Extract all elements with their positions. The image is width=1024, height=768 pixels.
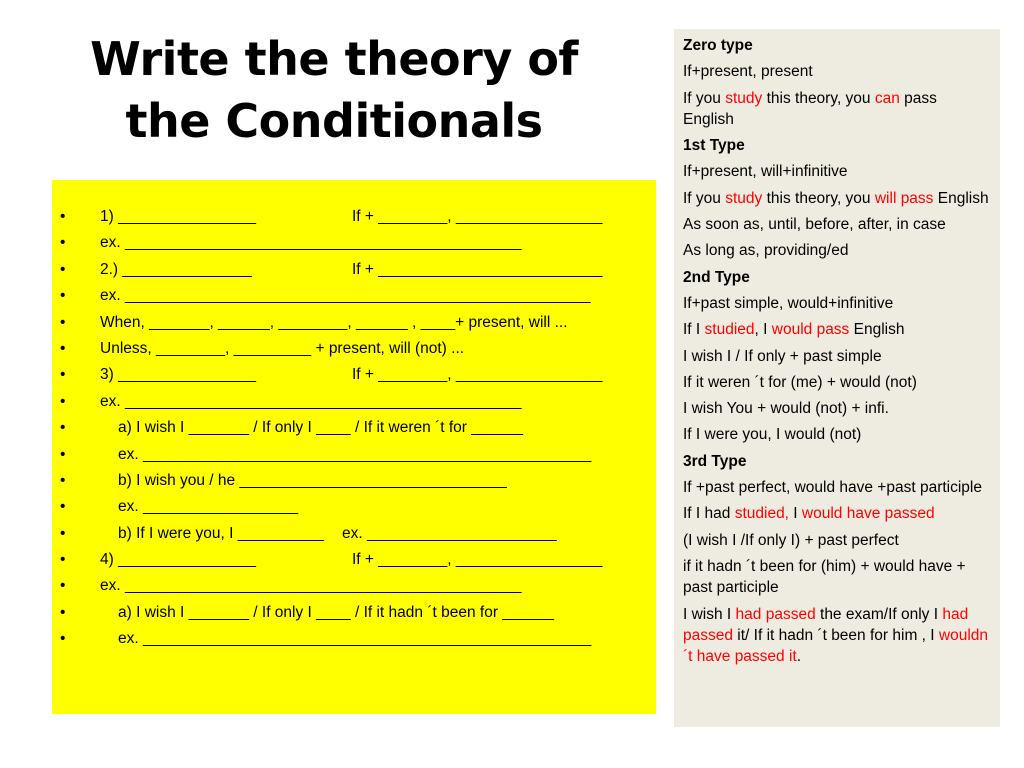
bullet-icon: • [60,445,66,463]
worksheet-item [52,362,656,388]
theory-line [683,214,990,235]
theory-line [683,346,990,367]
highlighted-verb: study [725,89,763,107]
worksheet-item [52,468,656,494]
worksheet-item-text: When, _______, ______, ________, ______ , ____+ present, will ... [100,313,568,331]
worksheet-item-text: b) If I were you, I __________ [118,524,324,542]
theory-heading [683,35,990,56]
theory-text: Zero type [683,37,753,54]
worksheet-item-text: ex. ____________________________________________________ [118,445,592,463]
worksheet-item [52,389,656,415]
worksheet-item [52,310,656,336]
worksheet-item-formula: If + __________________________ [352,260,603,278]
theory-text: this theory, you [762,189,875,207]
worksheet-item-text: ex. ______________________________________________ [100,392,522,410]
theory-heading [683,451,990,472]
highlighted-verb: had passed [683,605,969,644]
title-line-1: Write the theory of [90,32,578,86]
worksheet-item-text: ex. ______________________________________________________ [100,287,591,305]
theory-text: the exam/If only I [815,605,943,623]
theory-text: it/ If it hadn ´t been for him , I [732,626,939,644]
theory-text: English [933,189,989,207]
theory-line [683,424,990,445]
theory-text: English [849,321,905,339]
theory-line [683,556,990,599]
theory-text: If+present, present [683,63,813,81]
theory-text: If I were you, I would (not) [683,426,862,444]
worksheet-item [52,521,656,547]
worksheet-item-text: 3) ________________ [100,366,257,384]
bullet-icon: • [60,392,66,410]
bullet-icon: • [60,498,66,516]
worksheet-item [52,600,656,626]
highlighted-verb: had passed [735,605,816,623]
title-line-2: the Conditionals [125,94,543,148]
theory-text: If+past simple, would+infinitive [683,294,894,312]
theory-text: If+present, will+infinitive [683,163,848,181]
theory-panel [674,29,1000,727]
theory-text: , I [754,321,772,339]
worksheet-item [52,415,656,441]
worksheet-item [52,336,656,362]
worksheet-item-formula: If + ________, _________________ [352,551,603,569]
theory-text: I wish I [683,605,736,623]
theory-line [683,319,990,340]
highlighted-verb: would have passed [801,505,935,523]
theory-text: If you [683,89,726,107]
bullet-icon: • [60,551,66,569]
theory-text: this theory, you [762,89,875,107]
theory-text: If you [683,189,726,207]
worksheet-item [52,257,656,283]
theory-text: if it hadn ´t been for (him) + would have + past participle [683,557,966,597]
slide-title [52,28,616,152]
theory-text: pass English [683,89,937,128]
highlighted-verb: would pass [771,321,850,339]
theory-text: As long as, providing/ed [683,242,849,260]
theory-text: I wish You + would (not) + infi. [683,400,889,418]
worksheet-item-text: a) I wish I _______ / If only I ____ / If it weren ´t for ______ [118,419,523,437]
bullet-icon: • [60,471,66,489]
worksheet-box [52,180,656,714]
bullet-icon: • [60,260,66,278]
theory-line [683,61,990,82]
worksheet-item [52,230,656,256]
worksheet-item [52,547,656,573]
worksheet-item-formula: If + ________, _________________ [352,366,603,384]
worksheet-item [52,442,656,468]
highlighted-verb: will pass [874,189,934,207]
bullet-icon: • [60,524,66,542]
worksheet-item-text: ex. ______________________________________________ [100,234,522,252]
theory-text: As soon as, until, before, after, in case [683,216,946,234]
worksheet-item [52,204,656,230]
worksheet-item-formula: If + ________, _________________ [352,208,603,225]
theory-line [683,240,990,261]
highlighted-verb: studied, [734,505,789,523]
theory-text: If +past perfect, would have +past participle [683,479,982,497]
theory-line [683,604,990,668]
theory-text: I [789,505,802,523]
bullet-icon: • [60,630,66,648]
theory-text: If I had [683,505,735,523]
bullet-icon: • [60,208,66,225]
theory-text: 2nd Type [683,268,750,286]
highlighted-verb: wouldn´t have passed it [683,626,989,666]
worksheet-item-text: b) I wish you / he _______________________________ [118,471,507,489]
worksheet-item [52,573,656,599]
theory-line [683,293,990,314]
theory-line [683,188,990,209]
worksheet-item-formula: ex. ______________________ [342,524,557,542]
bullet-icon: • [60,419,66,437]
theory-line [683,503,990,524]
worksheet-item-text: Unless, ________, _________ + present, will (not) ... [100,339,465,357]
theory-text: If it weren ´t for (me) + would (not) [683,373,917,391]
worksheet-item-text: ex. ____________________________________________________ [118,630,592,648]
bullet-icon: • [60,577,66,595]
highlighted-verb: can [874,89,900,107]
worksheet-item [52,283,656,309]
bullet-icon: • [60,234,66,252]
bullet-icon: • [60,339,66,357]
bullet-icon: • [60,287,66,305]
bullet-icon: • [60,313,66,331]
theory-line [683,477,990,498]
theory-text: 1st Type [683,137,745,155]
theory-line [683,88,990,131]
theory-line [683,161,990,182]
worksheet-item [52,626,656,652]
theory-text: . [796,648,802,666]
theory-text: I wish I / If only + past simple [683,347,882,365]
bullet-icon: • [60,366,66,384]
worksheet-item-text: 2.) _______________ [100,260,252,278]
theory-line [683,372,990,393]
theory-heading [683,267,990,288]
theory-text: (I wish I /If only I) + past perfect [683,531,899,549]
worksheet-item-text: ex. ______________________________________________ [100,577,522,595]
highlighted-verb: study [725,189,763,207]
highlighted-verb: studied [704,321,755,339]
theory-heading [683,135,990,156]
bullet-icon: • [60,603,66,621]
worksheet-item-text: 1) ________________ [100,208,257,225]
theory-line [683,530,990,551]
theory-text: 3rd Type [683,452,747,470]
worksheet-item [52,494,656,520]
theory-text: If I [683,321,705,339]
worksheet-item-text: ex. __________________ [118,498,299,516]
worksheet-item-text: a) I wish I _______ / If only I ____ / If it hadn ´t been for ______ [118,603,555,621]
worksheet-item-text: 4) ________________ [100,551,257,569]
theory-line [683,398,990,419]
